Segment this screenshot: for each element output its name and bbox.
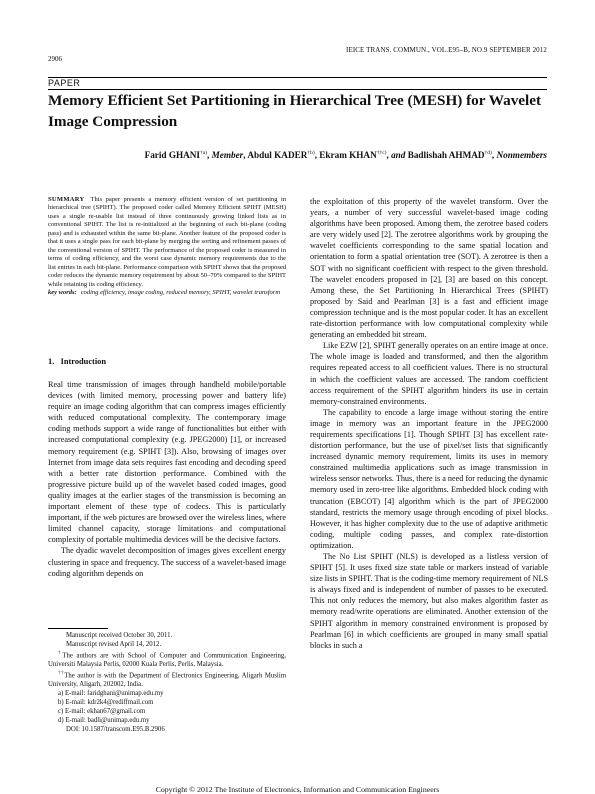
author-affil-mark: †b)	[307, 150, 315, 156]
author-name: Ekram KHAN	[319, 150, 377, 161]
author-line: Farid GHANI$^{\dagger a)}$, Member, Abdul KADER$^{\dagger b)}$, Ekram KHAN$^{\dagger\dagger c)}$, and Badlishah AHMAD$^{\dagger d)}$, Nonmembers	[144, 150, 547, 161]
keywords-text: coding efficiency, image coding, reduced memory, SPIHT, wavelet transform	[80, 288, 281, 296]
author-membership: Nonmembers	[496, 150, 547, 161]
paper-title: Memory Efficient Set Partitioning in Hierarchical Tree (MESH) for Wavelet Image Compression	[48, 92, 542, 130]
body-paragraph: Real time transmission of images through handheld mobile/portable devices (with limited memory, processing power and battery life) require an image coding algorithm that can compress images efficiently with reduced computational complexity. The contemporary image coding methods support a wide range of functionalities but either with increased computational complexity (e.g. JPEG2000) [1], or increased memory requirement (e.g. SPIHT [3]). Also, browsing of images over Internet from image data sets requires fast encoding and decoding speed with a better rate distortion performance. Combined with the progressive picture build up of the wavelet based coded images, good quality images at the earlier stages of the transmission is becoming an important element of these type of codecs. This is particularly important, if the web pictures are browsed over the wireless lines, where limited channel capacity, storage limitations and computational complexity of portable multimedia devices will be the decisive factors.	[48, 380, 286, 545]
author-affil-mark: †a)	[199, 150, 208, 156]
author-affil-mark: †d)	[484, 150, 492, 156]
paper-type-tag: PAPER	[48, 78, 81, 88]
footnote-affiliation	[48, 670, 286, 690]
body-paragraph: Like EZW [2], SPIHT generally operates on an entire image at once. The whole image is loaded and transformed, and then the algorithm requires repeated access to all coefficient values. There is no structural in which the coefficient values are accessed. The random coefficient access requirement of the SPIHT algorithm hinders its use in certain memory-constrained environments.	[310, 341, 548, 406]
footnote-revised: Manuscript revised April 14, 2012.	[66, 640, 162, 648]
abstract-label: SUMMARY	[48, 196, 85, 203]
body-paragraph: The capability to encode a large image without storing the entire image in memory was an important feature in the JPEG2000 requirements specifications [1]. Though SPIHT [3] has excellent rate-distortion performance, but the use of pixel/set lists that significantly increased dynamic memory requirement, limits its uses in memory constrained multimedia applications such as image transmission in wireless sensor networks. Thus, there is a need for reducing the dynamic memory used in zero-tree like algorithms. Embedded block coding with truncation (EBCOT) [4] algorithm which is the part of JPEG2000 standard, restricts the memory usage through encoding of pixel blocks. However, it has higher complexity due to the use of adaptive arithmetic coding, multiple coding passes, and complex rate-distortion optimization.	[310, 407, 548, 550]
footnotes	[48, 632, 286, 735]
footnote-affiliation	[48, 650, 286, 670]
body-paragraph: The No List SPIHT (NLS) is developed as a listless version of SPIHT [5]. It uses fixed size state table or markers instead of variable size lists in SPIHT. That is the coding-time memory requirement of NLS is always fixed and is independent of number of passes to be executed. This not only reduces the memory, but also makes algorithm faster as memory read/write operations are eliminated. Another extension of the SPIHT algorithm in memory constrained environment is proposed by Pearlman [6] in which coefficients are grouped in many small spatial blocks in such a	[310, 552, 548, 650]
right-column	[310, 196, 548, 778]
author-affil-mark: ††c)	[376, 150, 387, 156]
author-name: Abdul KADER	[247, 150, 308, 161]
section-heading-introduction	[48, 357, 286, 366]
footnote-email: a) E-mail: faridghani@unimap.edu.my	[58, 689, 164, 697]
author-conjunction: and	[391, 150, 406, 161]
author-name: Badlishah AHMAD	[407, 150, 485, 161]
abstract	[48, 196, 286, 347]
section-title: Introduction	[60, 357, 107, 366]
left-column	[48, 196, 286, 583]
footnote-received: Manuscript received October 30, 2011.	[66, 632, 173, 639]
right-body-text	[310, 196, 548, 778]
author-name: Farid GHANI	[144, 150, 200, 161]
footnote-affiliation-text: The authors are with School of Computer and Communication Engineering, Universiti Malaysia Perlis, 02000 Kuala Perlis, Perlis, Malaysia.	[48, 652, 286, 668]
author-membership: Member	[211, 150, 244, 161]
footnote-email: d) E-mail: badli@unimap.edu.my	[58, 716, 150, 724]
left-body-text	[48, 379, 286, 583]
footnote-mark: †	[58, 650, 63, 656]
section-number: 1.	[48, 357, 55, 366]
abstract-text: This paper presents a memory efficient version of set partitioning in hierarchical tree (SPIHT). The proposed coder called Memory Efficient SPIHT (MESH) uses a single re-usable list instead of three continuously growing linked lists as in conventional SPIHT. The list is re-initialized at the beginning of each bit-plane (coding pass) and is exhausted within the same bit-plane. Another feature of the proposed coder is that it uses a single pass for each bit-plane by merging the sorting and refinement passes of the conventional version of SPIHT. The performance of the proposed coder is measured in terms of coding efficiency, and the worst case dynamic memory requirements due to the list entries in each bit-plane. Performance comparison with SPIHT shows that the proposed coder reduces the dynamic memory requirement by about 50–70% compared to the SPIHT while retaining its coding efficiency.	[48, 196, 286, 288]
header-rule-top	[48, 77, 547, 78]
journal-header: IEICE TRANS. COMMUN., VOL.E95–B, NO.9 SEPTEMBER 2012	[346, 46, 547, 54]
footnote-email: c) E-mail: ekhan67@gmail.com	[58, 707, 146, 715]
body-paragraph: The dyadic wavelet decomposition of images gives excellent energy clustering in space and frequency. The success of a wavelet-based image coding algorithm depends on	[48, 546, 286, 578]
copyright-notice: Copyright © 2012 The Institute of Electronics, Information and Communication Engineers	[155, 785, 440, 794]
footnote-mark: ††	[58, 670, 65, 676]
footnote-email: b) E-mail: kdr2k4@rediffmail.com	[58, 698, 154, 706]
footnote-rule	[48, 628, 108, 629]
footnote-affiliation-text: The author is with the Department of Electronics Engineering, Aligarh Muslim University, Aligarh, 202002, India.	[48, 672, 286, 689]
footnote-doi: DOI: 10.1587/transcom.E95.B.2906	[66, 725, 165, 733]
keywords-label: key words:	[48, 288, 77, 296]
body-paragraph: the exploitation of this property of the wavelet transform. Over the years, a number of very successful wavelet-based image coding algorithms have been proposed. Among them, the zerotree based coders are very widely used [2]. The zerotree algorithms work by grouping the wavelet coefficients corresponding to the same spatial location and orientation to form a spatial orientation tree (SOT). A zerotree is then a SOT with no significant coefficient with respect to the given threshold. The wavelet encoders proposed in [2], [3] are based on this concept. Among these, the Set Partitioning In Hierarchical Trees (SPIHT) proposed by Said and Pearlman [3] is a fast and efficient image compression technique and is the most popular coder. It has an excellent rate-distortion performance with low computational complexity while generating an embedded bit stream.	[310, 197, 548, 340]
page-number: 2906	[48, 55, 62, 63]
